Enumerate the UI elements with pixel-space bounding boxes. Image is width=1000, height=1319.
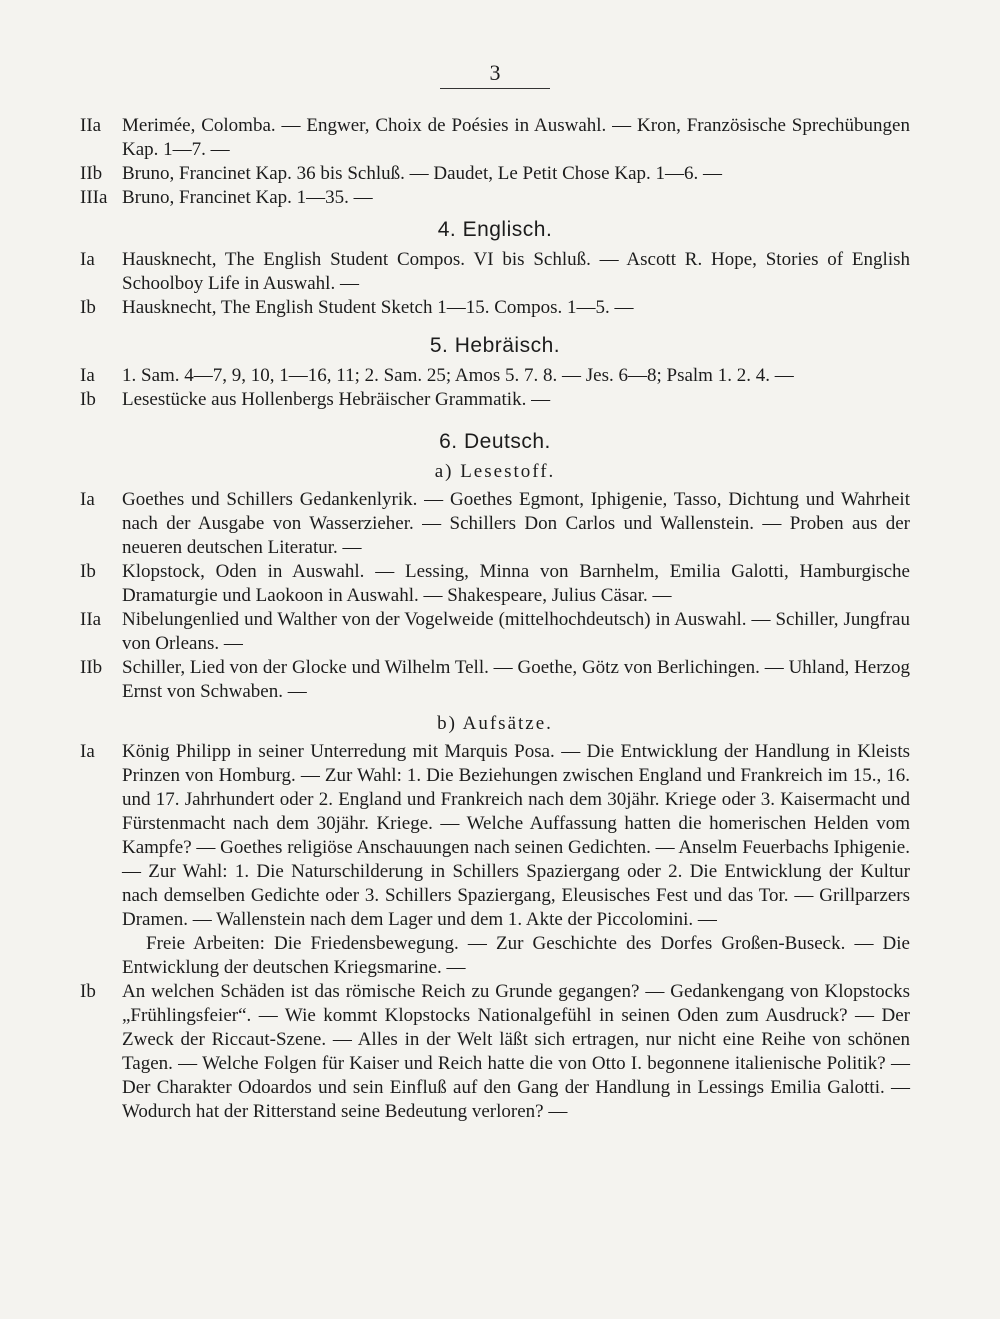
entry-text: Hausknecht, The English Student Compos. VI bis Schluß. — Ascott R. Hope, Stories of English Schoolboy Life in Auswahl. —: [122, 249, 910, 294]
class-label: Ia: [80, 489, 95, 510]
class-label: IIa: [80, 115, 102, 136]
class-label: IIb: [80, 163, 103, 184]
section-heading-hebrew: 5. Hebräisch.: [429, 334, 561, 357]
page-content: [80, 114, 910, 1124]
entry-text: Klopstock, Oden in Auswahl. — Lessing, Minna von Barnhelm, Emilia Galotti, Hamburgische Dramaturgie und Laokoon in Auswahl. — Shakespeare, Julius Cäsar. —: [122, 561, 910, 606]
entry-text: Merimée, Colomba. — Engwer, Choix de Poésies in Auswahl. — Kron, Französische Sprechübungen Kap. 1—7. —: [122, 115, 910, 160]
class-label: Ia: [80, 741, 95, 762]
french-iia-entry: [80, 114, 910, 162]
english-ia-entry: [80, 248, 910, 296]
german-aufsaetze-ib-entry: [80, 980, 910, 1124]
section-heading-english: 4. Englisch.: [437, 218, 553, 241]
class-label: Ia: [80, 365, 95, 386]
entry-text: Hausknecht, The English Student Sketch 1—15. Compos. 1—5. —: [122, 297, 634, 318]
class-label: Ib: [80, 981, 96, 1002]
entry-text: Nibelungenlied und Walther von der Vogelweide (mittelhochdeutsch) in Auswahl. — Schiller, Jungfrau von Orleans. —: [122, 609, 910, 654]
french-iiia-entry: [80, 186, 910, 210]
entry-text: Bruno, Francinet Kap. 36 bis Schluß. — Daudet, Le Petit Chose Kap. 1—6. —: [122, 163, 723, 184]
entry-text: Bruno, Francinet Kap. 1—35. —: [122, 187, 373, 208]
page-number: 3: [440, 60, 550, 89]
french-iib-entry: [80, 162, 910, 186]
class-label: IIa: [80, 609, 102, 630]
german-aufsaetze-ia-entry: [80, 740, 910, 980]
class-label: Ib: [80, 389, 96, 410]
entry-text: Schiller, Lied von der Glocke und Wilhelm Tell. — Goethe, Götz von Berlichingen. — Uhland, Herzog Ernst von Schwaben. —: [122, 657, 910, 702]
class-label: Ia: [80, 249, 95, 270]
subheading-aufsaetze: b) Aufsätze.: [437, 713, 553, 734]
hebrew-ia-entry: [80, 364, 910, 388]
free-works-paragraph: Freie Arbeiten: Die Friedensbewegung. — Zur Geschichte des Dorfes Großen-Buseck. — Die Entwicklung der deutschen Kriegsmarine. —: [122, 933, 910, 978]
entry-text: [122, 740, 910, 980]
class-label: Ib: [80, 561, 96, 582]
hebrew-ib-entry: [80, 388, 910, 412]
german-lesestoff-iia-entry: [80, 608, 910, 656]
entry-paragraph: König Philipp in seiner Unterredung mit Marquis Posa. — Die Entwicklung der Handlung in Kleists Prinzen von Homburg. — Zur Wahl: 1. Die Beziehungen zwischen England und Frankreich im 15., 16. und 17. Jahrhundert oder 2. England und Frankreich nach dem 30jähr. Kriege oder 3. Kaisermacht und Fürstenmacht nach dem 30jähr. Kriege. — Welche Auffassung hatten die homerischen Helden vom Kampfe? — Goethes religiöse Anschauungen nach seinen Gedichten. — Anselm Feuerbachs Iphigenie. — Zur Wahl: 1. Die Naturschilderung in Schillers Spaziergang oder 2. Die Entwicklung der Kultur nach demselben Gedichte oder 3. Schillers Spaziergang, Eleusisches Fest und das Tor. — Grillparzers Dramen. — Wallenstein nach dem Lager und dem 1. Akte der Piccolomini. —: [122, 741, 910, 930]
subheading-lesestoff: a) Lesestoff.: [434, 461, 556, 482]
entry-text: 1. Sam. 4—7, 9, 10, 1—16, 11; 2. Sam. 25; Amos 5. 7. 8. — Jes. 6—8; Psalm 1. 2. 4. —: [122, 365, 794, 386]
entry-text: Lesestücke aus Hollenbergs Hebräischer Grammatik. —: [122, 389, 551, 410]
german-lesestoff-iib-entry: [80, 656, 910, 704]
section-heading-german: 6. Deutsch.: [439, 430, 551, 453]
entry-text: Goethes und Schillers Gedankenlyrik. — Goethes Egmont, Iphigenie, Tasso, Dichtung und Wahrheit nach der Ausgabe von Wasserzieher. — Schillers Don Carlos und Wallenstein. — Proben aus der neueren deutschen Literatur. —: [122, 489, 910, 558]
entry-text: An welchen Schäden ist das römische Reich zu Grunde gegangen? — Gedankengang von Klopstocks „Frühlingsfeier“. — Wie kommt Klopstocks Nationalgefühl in seinen Oden zum Ausdruck? — Der Zweck der Riccaut-Szene. — Alles in der Welt läßt sich ertragen, nur nicht eine Reihe von schönen Tagen. — Welche Folgen für Kaiser und Reich hatte die von Otto I. begonnene italienische Politik? — Der Charakter Odoardos und sein Einfluß auf den Gang der Handlung in Lessings Emilia Galotti. — Wodurch hat der Ritterstand seine Bedeutung verloren? —: [122, 981, 910, 1122]
class-label: IIb: [80, 657, 103, 678]
class-label: Ib: [80, 297, 96, 318]
german-lesestoff-ib-entry: [80, 560, 910, 608]
english-ib-entry: [80, 296, 910, 320]
class-label: IIIa: [80, 187, 108, 208]
german-lesestoff-ia-entry: [80, 488, 910, 560]
